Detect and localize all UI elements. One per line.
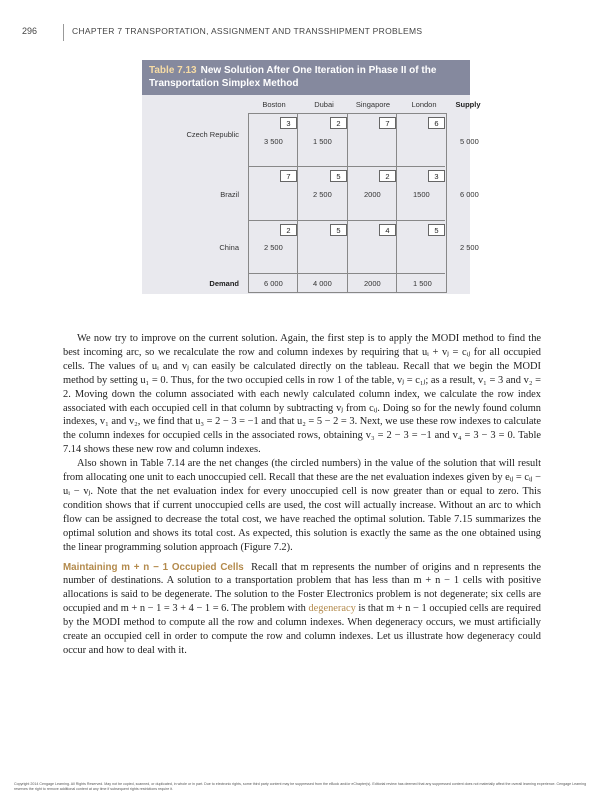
column-header-singapore: Singapore (355, 100, 391, 109)
cost-cell: 3 (428, 170, 445, 182)
cost-cell: 2 (379, 170, 396, 182)
body-text (63, 332, 541, 658)
cost-cell: 5 (330, 170, 347, 182)
paragraph: We now try to improve on the current solution. Again, the first step is to apply the MODI method to find the best incoming arc, so we recalculate the row and column indexes by requiring that uᵢ + vⱼ = cᵢⱼ for all occupied cells. The values of uᵢ and vⱼ can easily be calculated directly on the tableau. Recall that we begin the MODI method by setting u₁ = 0. Thus, for the two occupied cells in row 1 of the table, vⱼ = c₁ⱼ; as a result, v₁ = 3 and v₂ = 2. Moving down the column associated with each newly calculated column index, we calculate the row index associated with each occupied cell in that column by subtracting vⱼ from cᵢⱼ. Doing so for the newly found column indexes, v₁ and v₂, we find that u₃ = 2 − 3 = −1 and that u₂ = 5 − 2 = 3. Next, we use these row indexes to calculate the column indexes for occupied cells in the associated rows, obtaining v₃ = 2 − 3 = −1 and v₄ = 3 − 3 = 0. Table 7.14 shows these new row and column indexes. (63, 333, 541, 456)
cost-cell: 6 (428, 117, 445, 129)
allocation-value: 2 500 (264, 243, 283, 252)
supply-value: 6 000 (460, 190, 479, 199)
column-header-boston: Boston (262, 100, 286, 109)
paragraph-text: is that m + n − 1 occupied cells are required by the MODI method to compute all the row and column indexes. When degeneracy occurs, we must artificially create an occupied cell in order to compute the row and column indexes. Let us illustrate how degeneracy could occur and how to deal with it. (63, 603, 541, 656)
paragraph: Also shown in Table 7.14 are the net changes (the circled numbers) in the value of the solution that will result from allocating one unit to each unoccupied cell. Recall that these are the net evaluation indexes given by eᵢⱼ = cᵢⱼ − uᵢ − vⱼ. Note that the net evaluation index for every unoccupied cell is now greater than or equal to zero. This condition shows that if current unoccupied cells are used, the cost will actually increase. Without an arc to which flow can be assigned to decrease the total cost, we have reached the optimal solution. Table 7.15 summarizes the optimal solution and shows its total cost. As expected, this solution is exactly the same as the one obtained using the linear programming solution approach (Figure 7.2). (63, 458, 541, 553)
allocation-value: 2000 (364, 190, 381, 199)
cost-cell: 2 (280, 224, 297, 236)
row-header-demand: Demand (209, 279, 239, 288)
chapter-title: CHAPTER 7 TRANSPORTATION, ASSIGNMENT AND TRANSSHIPMENT PROBLEMS (72, 26, 423, 36)
column-header-dubai: Dubai (314, 100, 334, 109)
allocation-value: 3 500 (264, 137, 283, 146)
demand-value: 4 000 (313, 279, 332, 288)
demand-value: 2000 (364, 279, 381, 288)
paragraph (63, 561, 541, 658)
section-heading: Maintaining m + n − 1 Occupied Cells (63, 561, 244, 573)
grid-line (248, 220, 445, 221)
allocation-value: 2 500 (313, 190, 332, 199)
page-number: 296 (22, 26, 38, 36)
table-label: Table 7.13 (149, 65, 197, 76)
grid-line (248, 273, 445, 274)
key-term: degeneracy (308, 603, 356, 615)
supply-value: 2 500 (460, 243, 479, 252)
paragraph-text: Recall that m represents the number of origins and n represents the number of destinations. A solution to a transportation problem that has less than m + n − 1 cells with positive allocations is said to be degenerate. The solution to the Foster Electronics problem is not degenerate; six cells are occupied and m + n − 1 = 3 + 4 − 1 = 6. The problem with (63, 561, 541, 615)
copyright-footer: Copyright 2014 Cengage Learning. All Rights Reserved. May not be copied, scanned, or duplicated, in whole or in part. Due to electronic rights, some third party content may be suppressed from the eBook and/or eChapter(s). Editorial review has deemed that any suppressed content does not materially affect the overall learning experience. Cengage Learning reserves the right to remove additional content at any time if subsequent rights restrictions require it. (14, 782, 587, 791)
table-title-bar (142, 60, 470, 95)
grid-line (248, 166, 445, 167)
demand-value: 1 500 (413, 279, 432, 288)
allocation-value: 1 500 (313, 137, 332, 146)
cost-cell: 5 (428, 224, 445, 236)
cost-cell: 7 (280, 170, 297, 182)
running-header (22, 26, 582, 40)
row-header-brazil: Brazil (220, 190, 239, 199)
column-header-supply: Supply (455, 100, 481, 109)
table-caption (149, 65, 465, 90)
cost-cell: 5 (330, 224, 347, 236)
cost-cell: 7 (379, 117, 396, 129)
grid-line (297, 113, 298, 293)
cost-cell: 4 (379, 224, 396, 236)
table-title: New Solution After One Iteration in Phase II of the Transportation Simplex Method (149, 65, 437, 89)
grid-line (396, 113, 397, 293)
grid-line (347, 113, 348, 293)
cost-cell: 2 (330, 117, 347, 129)
column-header-london: London (411, 100, 437, 109)
row-header-czech-republic: Czech Republic (186, 130, 239, 139)
allocation-value: 1500 (413, 190, 430, 199)
supply-value: 5 000 (460, 137, 479, 146)
demand-value: 6 000 (264, 279, 283, 288)
cost-cell: 3 (280, 117, 297, 129)
header-divider (63, 24, 64, 41)
row-header-china: China (219, 243, 239, 252)
